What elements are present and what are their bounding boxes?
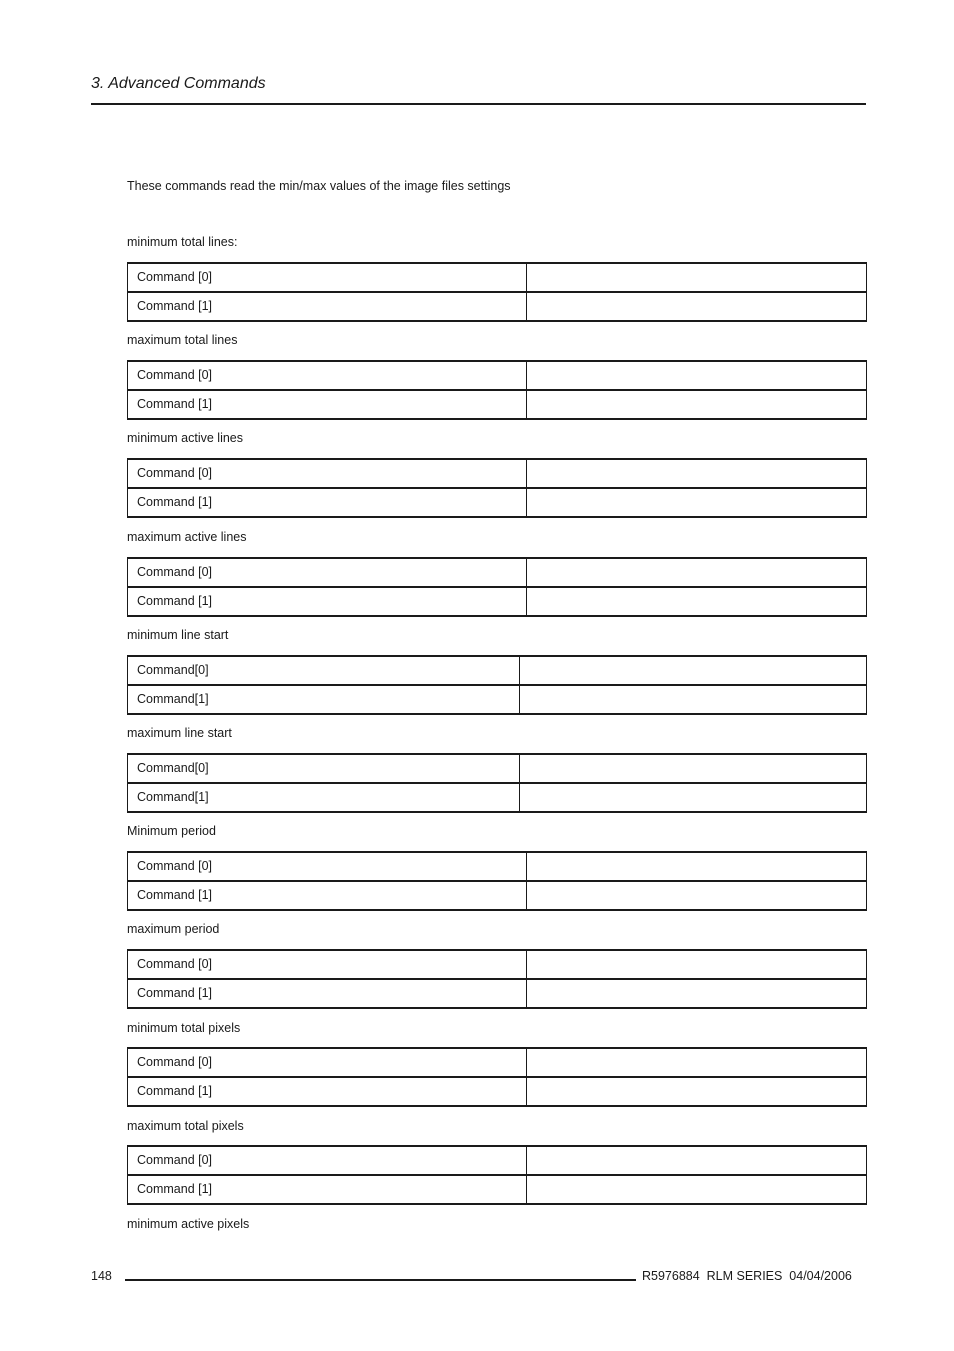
value-cell	[527, 489, 866, 518]
command-cell: Command[0]	[128, 657, 520, 684]
command-cell: Command[0]	[128, 755, 520, 782]
table-row	[128, 1147, 866, 1176]
value-cell	[527, 264, 866, 291]
command-cell: Command [0]	[128, 460, 527, 487]
intro-text: These commands read the min/max values of the image files settings	[127, 179, 511, 193]
value-cell	[527, 1049, 866, 1076]
page-header-title: 3. Advanced Commands	[91, 75, 266, 92]
section-label: maximum period	[127, 922, 220, 936]
table-row	[128, 588, 866, 617]
table-row	[128, 784, 866, 813]
command-cell: Command [0]	[128, 853, 527, 880]
table-row	[128, 391, 866, 420]
value-cell	[527, 559, 866, 586]
section-label: Minimum period	[127, 824, 216, 838]
command-table	[127, 262, 867, 322]
section-label: minimum active pixels	[127, 1217, 250, 1231]
command-table	[127, 1145, 867, 1205]
section-label: minimum line start	[127, 628, 229, 642]
command-cell: Command [0]	[128, 362, 527, 389]
value-cell	[527, 1078, 866, 1107]
table-row	[128, 755, 866, 784]
value-cell	[527, 293, 866, 322]
command-cell: Command [1]	[128, 293, 527, 322]
command-table	[127, 655, 867, 715]
command-table	[127, 949, 867, 1009]
section-label: minimum active lines	[127, 431, 244, 445]
value-cell	[527, 951, 866, 978]
value-cell	[527, 588, 866, 617]
command-cell: Command [1]	[128, 1078, 527, 1107]
value-cell	[520, 686, 866, 715]
value-cell	[527, 391, 866, 420]
table-row	[128, 951, 866, 980]
table-row	[128, 362, 866, 391]
command-cell: Command [1]	[128, 489, 527, 518]
section-label: minimum total pixels	[127, 1021, 241, 1035]
table-row	[128, 882, 866, 911]
value-cell	[527, 853, 866, 880]
value-cell	[520, 657, 866, 684]
value-cell	[520, 755, 866, 782]
value-cell	[520, 784, 866, 813]
document-reference: R5976884 RLM SERIES 04/04/2006	[642, 1269, 852, 1283]
section-label: maximum active lines	[127, 530, 247, 544]
table-row	[128, 489, 866, 518]
command-cell: Command [0]	[128, 951, 527, 978]
command-cell: Command [1]	[128, 882, 527, 911]
value-cell	[527, 1176, 866, 1205]
value-cell	[527, 1147, 866, 1174]
value-cell	[527, 362, 866, 389]
value-cell	[527, 980, 866, 1009]
section-label: maximum total pixels	[127, 1119, 244, 1133]
table-row	[128, 1176, 866, 1205]
header-rule	[91, 103, 866, 105]
table-row	[128, 657, 866, 686]
command-cell: Command[1]	[128, 686, 520, 715]
command-table	[127, 851, 867, 911]
table-row	[128, 1049, 866, 1078]
command-cell: Command [0]	[128, 1147, 527, 1174]
command-cell: Command [1]	[128, 588, 527, 617]
table-row	[128, 1078, 866, 1107]
command-cell: Command [1]	[128, 980, 527, 1009]
command-cell: Command[1]	[128, 784, 520, 813]
command-cell: Command [1]	[128, 1176, 527, 1205]
table-row	[128, 980, 866, 1009]
command-cell: Command [0]	[128, 1049, 527, 1076]
table-row	[128, 686, 866, 715]
command-cell: Command [0]	[128, 559, 527, 586]
section-label: maximum line start	[127, 726, 232, 740]
table-row	[128, 460, 866, 489]
command-table	[127, 557, 867, 617]
value-cell	[527, 460, 866, 487]
page-number: 148	[91, 1269, 112, 1283]
table-row	[128, 853, 866, 882]
section-label: minimum total lines:	[127, 235, 238, 249]
value-cell	[527, 882, 866, 911]
command-table	[127, 1047, 867, 1107]
command-cell: Command [0]	[128, 264, 527, 291]
command-table	[127, 458, 867, 518]
table-row	[128, 264, 866, 293]
footer-rule	[125, 1279, 636, 1281]
table-row	[128, 559, 866, 588]
command-table	[127, 753, 867, 813]
table-row	[128, 293, 866, 322]
command-table	[127, 360, 867, 420]
command-cell: Command [1]	[128, 391, 527, 420]
section-label: maximum total lines	[127, 333, 238, 347]
